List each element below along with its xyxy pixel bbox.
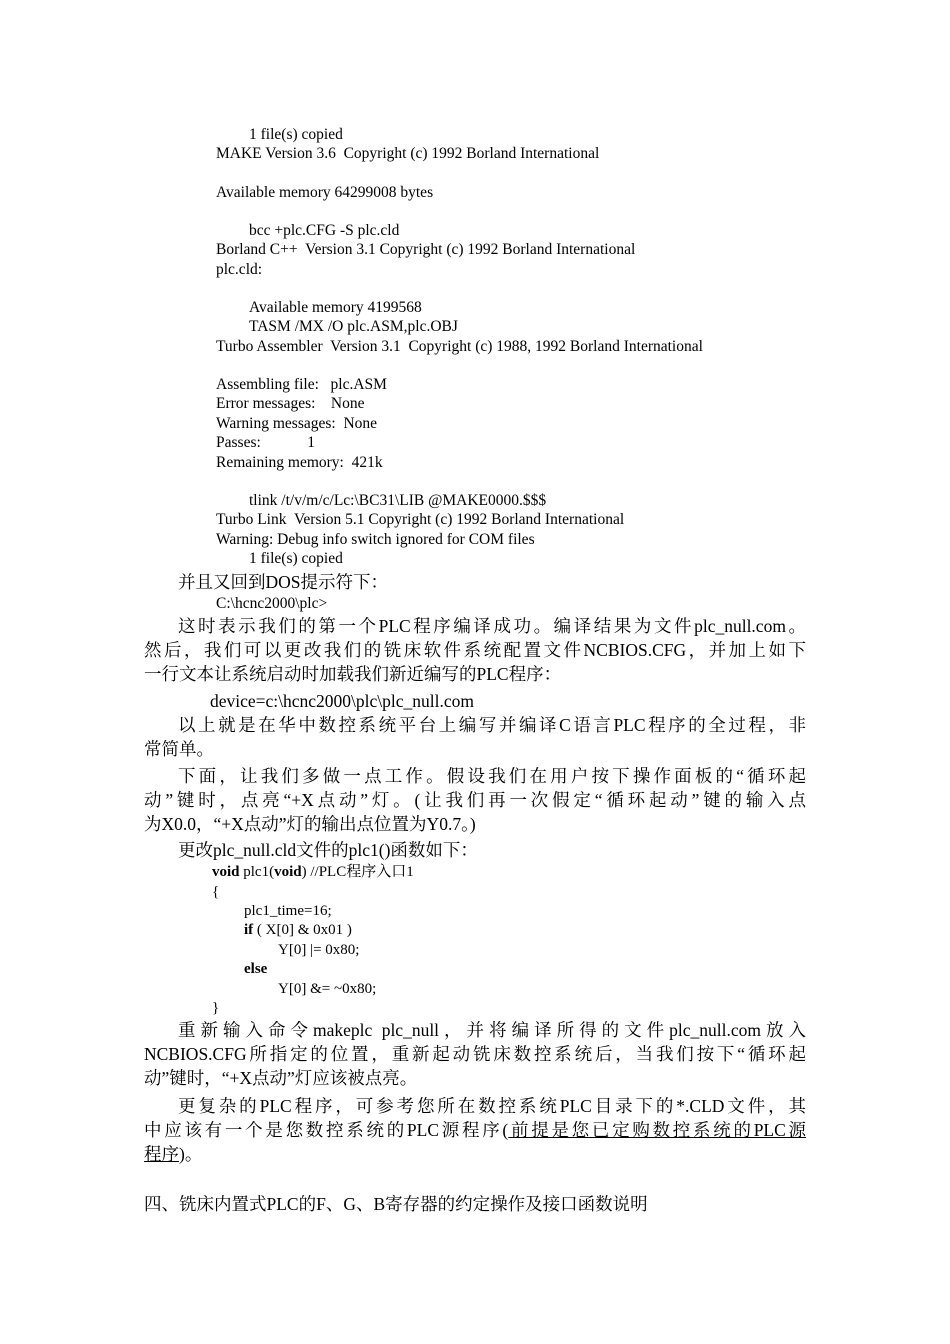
output-line: plc.cld: xyxy=(216,261,263,278)
paragraph-line: 下面，让我们多做一点工作。假设我们在用户按下操作面板的“循环起 xyxy=(178,766,806,786)
output-line: Available memory 4199568 xyxy=(249,299,422,316)
paragraph-line: NCBIOS.CFG所指定的位置，重新起动铣床数控系统后，当我们按下“循环起 xyxy=(144,1044,806,1064)
output-line: 1 file(s) copied xyxy=(249,126,343,143)
code-line: { xyxy=(212,884,220,900)
output-line: Remaining memory: 421k xyxy=(216,454,383,471)
code-text: ) //PLC程序入口1 xyxy=(301,864,414,880)
code-text: plc1( xyxy=(239,864,275,880)
output-line: Available memory 64299008 bytes xyxy=(216,184,434,201)
paragraph-text: )。 xyxy=(179,1144,203,1164)
paragraph-line: 这时表示我们的第一个PLC程序编译成功。编译结果为文件plc_null.com。 xyxy=(178,616,806,636)
output-line: TASM /MX /O plc.ASM,plc.OBJ xyxy=(249,318,458,335)
code-keyword: else xyxy=(244,961,268,977)
code-text: ( X[0] & 0x01 ) xyxy=(253,922,352,938)
output-line: Passes: 1 xyxy=(216,434,316,451)
output-line: 1 file(s) copied xyxy=(249,550,343,567)
dos-prompt: C:\hcnc2000\plc> xyxy=(216,595,328,612)
code-keyword: if xyxy=(244,922,254,938)
code-line-else xyxy=(244,960,267,980)
output-line: Assembling file: plc.ASM xyxy=(216,376,387,393)
output-line: Warning: Debug info switch ignored for COM files xyxy=(216,531,535,548)
paragraph-line xyxy=(144,1142,806,1166)
output-line: MAKE Version 3.6 Copyright (c) 1992 Borland International xyxy=(216,145,600,162)
output-line: Turbo Assembler Version 3.1 Copyright (c) 1988, 1992 Borland International xyxy=(216,338,703,355)
output-line: Turbo Link Version 5.1 Copyright (c) 1992 Borland International xyxy=(216,511,625,528)
output-line: Warning messages: None xyxy=(216,415,378,432)
underlined-note: 前提是您已定购数控系统的PLC源 xyxy=(508,1120,807,1140)
paragraph-line: 动”键时，“+X点动”灯应该被点亮。 xyxy=(144,1068,418,1088)
section-heading: 四、铣床内置式PLC的F、G、B寄存器的约定操作及接口函数说明 xyxy=(144,1194,648,1214)
code-line-signature xyxy=(212,863,414,883)
paragraph-text: 中应该有一个是您数控系统的PLC源程序( xyxy=(144,1120,509,1140)
code-line: plc1_time=16; xyxy=(244,903,332,919)
device-config-line: device=c:\hcnc2000\plc\plc_null.com xyxy=(210,691,475,711)
paragraph-modify: 更改plc_null.cld文件的plc1()函数如下： xyxy=(178,840,478,860)
code-keyword: void xyxy=(274,864,302,880)
underlined-note: 程序 xyxy=(144,1144,179,1164)
output-line: tlink /t/v/m/c/Lc:\BC31\LIB @MAKE0000.$$$ xyxy=(249,492,547,509)
paragraph-line: 动”键时，点亮“+X点动”灯。(让我们再一次假定“循环起动”键的输入点 xyxy=(144,790,806,810)
paragraph-dos-return: 并且又回到DOS提示符下： xyxy=(178,572,389,592)
paragraph-line: 为X0.0，“+X点动”灯的输出点位置为Y0.7。) xyxy=(144,814,476,834)
paragraph-line: 一行文本让系统启动时加载我们新近编写的PLC程序： xyxy=(144,664,562,684)
code-line: Y[0] |= 0x80; xyxy=(278,942,360,958)
output-line: bcc +plc.CFG -S plc.cld xyxy=(249,222,400,239)
code-line-if xyxy=(244,921,352,941)
paragraph-line: 更复杂的PLC程序，可参考您所在数控系统PLC目录下的*.CLD文件，其 xyxy=(178,1096,806,1116)
output-line: Borland C++ Version 3.1 Copyright (c) 1992 Borland International xyxy=(216,241,636,258)
paragraph-line: 然后，我们可以更改我们的铣床软件系统配置文件NCBIOS.CFG，并加上如下 xyxy=(144,640,806,660)
output-line: Error messages: None xyxy=(216,395,365,412)
paragraph-line xyxy=(144,1118,806,1142)
code-keyword: void xyxy=(212,864,240,880)
paragraph-line: 以上就是在华中数控系统平台上编写并编译C语言PLC程序的全过程，非 xyxy=(178,715,806,735)
paragraph-line: 重新输入命令makeplc plc_null，并将编译所得的文件plc_null.com放入 xyxy=(178,1020,806,1040)
code-line: } xyxy=(212,1000,220,1016)
code-line: Y[0] &= ~0x80; xyxy=(278,981,377,997)
paragraph-line: 常简单。 xyxy=(144,739,214,759)
